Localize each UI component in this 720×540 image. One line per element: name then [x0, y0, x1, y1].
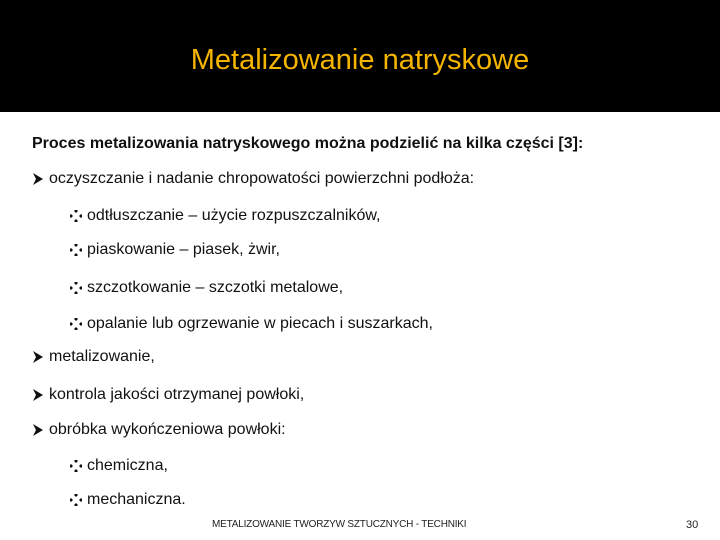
diamond-bullet-icon — [70, 210, 82, 222]
arrow-bullet-icon — [32, 350, 44, 364]
list-item-text: odtłuszczanie – użycie rozpuszczalników, — [87, 207, 381, 224]
list-item-text: metalizowanie, — [49, 348, 155, 365]
title-bar — [0, 0, 720, 112]
list-item — [70, 457, 168, 475]
diamond-bullet-icon — [70, 494, 82, 506]
list-item-text: opalanie lub ogrzewanie w piecach i suszarkach, — [87, 315, 433, 332]
diamond-bullet-icon — [70, 460, 82, 472]
list-item-text: kontrola jakości otrzymanej powłoki, — [49, 386, 305, 403]
list-item — [70, 491, 186, 509]
list-item — [70, 315, 433, 333]
list-item-text: piaskowanie – piasek, żwir, — [87, 241, 280, 258]
intro-text: Proces metalizowania natryskowego można podzielić na kilka części [3]: — [32, 135, 584, 152]
diamond-bullet-icon — [70, 318, 82, 330]
arrow-bullet-icon — [32, 423, 44, 437]
list-item — [32, 421, 286, 439]
slide-footer: METALIZOWANIE TWORZYW SZTUCZNYCH - TECHNIKI — [212, 519, 467, 530]
list-item — [32, 386, 304, 404]
arrow-bullet-icon — [32, 172, 44, 186]
list-item-text: szczotkowanie – szczotki metalowe, — [87, 279, 344, 296]
list-item — [70, 241, 280, 259]
list-item — [70, 279, 343, 297]
list-item — [70, 207, 380, 225]
list-item-text: oczyszczanie i nadanie chropowatości powierzchni podłoża: — [49, 170, 475, 187]
slide-title: Metalizowanie natryskowe — [190, 44, 530, 76]
list-item — [32, 348, 155, 366]
list-item-text: obróbka wykończeniowa powłoki: — [49, 421, 286, 438]
list-item — [32, 170, 474, 188]
list-item-text: mechaniczna. — [87, 491, 186, 508]
list-item-text: chemiczna, — [87, 457, 168, 474]
diamond-bullet-icon — [70, 244, 82, 256]
arrow-bullet-icon — [32, 388, 44, 402]
diamond-bullet-icon — [70, 282, 82, 294]
page-number: 30 — [686, 519, 699, 531]
